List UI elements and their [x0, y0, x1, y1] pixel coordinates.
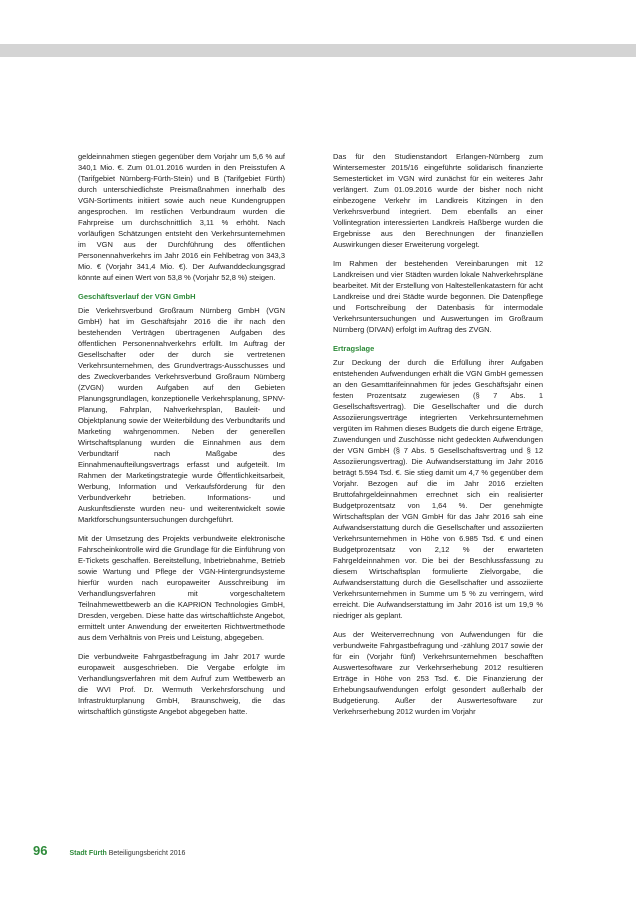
left-text-column [78, 151, 285, 725]
paragraph: Die verbundweite Fahrgastbefragung im Jahr 2017 wurde europaweit ausgeschrieben. Die Vergabe erfolgte im Verhandlungsverfahren mit dem Aufruf zum Wettbewerb an die WVI Prof. Dr. Wermuth Verkehrsforschung und Infrastrukturplanung GmbH, Braunschweig, die das wirtschaftlich günstigste Angebot abgegeben hatte. [78, 652, 285, 716]
right-text-column [333, 151, 543, 725]
footer-caption [69, 850, 185, 857]
footer-brand: Stadt Fürth [69, 850, 107, 857]
paragraph: Mit der Umsetzung des Projekts verbundweite elektronische Fahrscheinkontrolle wird die Grundlage für die Einführung von E-Tickets geschaffen. Bereitstellung, Inbetriebnahme, Betrieb sowie Wartung und Pflege der VGN-Hintergrundsysteme hierfür wurden nach europaweiter Ausschreibung im Verhandlungsverfahren mit vorgeschaltetem Teilnahmewettbewerb an die KAPRION Technologies GmbH, Dresden, vergeben. Diese hatte das wirtschaftlichste Angebot, ermittelt unter Anwendung der erweiterten Richtwertmethode aus dem Verhältnis von Preis und Leistung, abgegeben. [78, 534, 285, 642]
header-band [0, 44, 636, 57]
footer-report-title: Beteiligungsbericht 2016 [108, 850, 186, 857]
section-heading-business-development: Geschäftsverlauf der VGN GmbH [78, 292, 196, 301]
paragraph: Die Verkehrsverbund Großraum Nürnberg GmbH (VGN GmbH) hat im Geschäftsjahr 2016 die ihr nach den bestehenden Verträgen übertragenen Aufgaben des öffentlichen Personennahverkehrs erfüllt. Im Auftrag der Gesellschafter oder der durch sie vertretenen Verkehrsunternehmen, des Grundvertrags-Ausschusses und des Zweckverbandes Verkehrsverbund Großraum Nürnberg (ZVGN) wurden Aufgaben auf den Gebieten Planungsgrundlagen, konzeptionelle Verkehrsplanung, SPNV-Planung, Fahrplan, Nahverkehrsplan, Bauleit- und Objektplanung sowie der Weiterbildung des Verbundtarifs und Marketing wahrgenommen. Neben der generellen Wirtschaftsplanung wurden die Einnahmen aus dem Verbundtarif nach Maßgabe des Einnahmenaufteilungsvertrags erfasst und aufgeteilt. Im Rahmen der Marketingstrategie wurde Öffentlichkeitsarbeit, Werbung, Information und Verkaufsförderung für den Verbundverkehr betrieben. Informations- und Auskunftsdienste wurden neu- und weiterentwickelt sowie Marktforschungsuntersuchungen durchgeführt. [78, 306, 285, 524]
page-number: 96 [33, 843, 48, 858]
paragraph: Im Rahmen der bestehenden Vereinbarungen mit 12 Landkreisen und vier Städten wurden lokale Nahverkehrspläne bearbeitet. Mit der Erstellung von Haltestellenkatastern für acht Landkreise und drei Städte wurde begonnen. Die Datenpflege und Fortschreibung der Datenbasis für intermodale Verkehrsuntersuchungen und Auswertungen im Großraum Nürnberg (DIVAN) erfolgt im Auftrag des ZVGN. [333, 259, 543, 334]
paragraph: Das für den Studienstandort Erlangen-Nürnberg zum Wintersemester 2015/16 eingeführte solidarisch finanzierte Semesterticket im VGN wird zunächst für ein weiteres Jahr verlängert. Zum 01.09.2016 wurde der bisher noch nicht einbezogene Verkehr im Landkreis Kitzingen in den Verkehrsverbund integriert. Dem ebenfalls an einer Vollintegration interessierten Landkreis Haßberge wurden die Ergebnisse aus den Berechnungen der finanziellen Auswirkungen dieser Erweiterung vorgelegt. [333, 152, 543, 249]
section-heading-earnings: Ertragslage [333, 344, 375, 353]
paragraph: geldeinnahmen stiegen gegenüber dem Vorjahr um 5,6 % auf 340,1 Mio. €. Zum 01.01.2016 wurden in den Preisstufen A (Tarifgebiet Nürnberg-Fürth-Stein) und B (Tarifgebiet Fürth) durch unterschiedlichste Preismaßnahmen innerhalb des VGN-Sortiments initiiert sowie auch neue Kundengruppen angesprochen. Im restlichen Verbundraum wurden die Fahrpreise um durchschnittlich 3,11 % erhöht. Nach vorläufigen Schätzungen entsteht den Verkehrsunternehmen im VGN aus der Durchführung des öffentlichen Personennahverkehrs im Jahr 2016 ein Fehlbetrag von 343,3 Mio. € (Vorjahr 341,4 Mio. €). Der Aufwanddeckungsgrad könnte auf einen Wert von 53,8 % (Vorjahr 52,8 %) steigen. [78, 152, 285, 282]
paragraph: Aus der Weiterverrechnung von Aufwendungen für die verbundweite Fahrgastbefragung und -zählung 2017 sowie der für ein (Vorjahr fünf) Verkehrsunternehmen beschafften Auswertesoftware zur Verkehrserhebung 2012 resultieren Erträge in Höhe von 253 Tsd. €. Die Finanzierung der Erhebungsaufwendungen erfolgt gesondert außerhalb der Budgetierung. Außer der Auswertesoftware zur Verkehrserhebung 2012 wurden im Vorjahr [333, 630, 543, 716]
paragraph: Zur Deckung der durch die Erfüllung ihrer Aufgaben entstehenden Aufwendungen erhält die VGN GmbH gemessen an den Gesamttarifeinnahmen für jedes Geschäftsjahr einen festen Prozentsatz zugewiesen (§ 7 Abs. 1 Gesellschaftsvertrag). Die Gesellschafter und die durch Assoziierungsverträge integrierten Verkehrsunternehmen vergüten im Rahmen dieses Budgets die durch eigene Erträge, Zuwendungen und Zuschüsse nicht gedeckten Aufwendungen der VGN GmbH (§ 7 Abs. 5 Gesellschaftsvertrag und § 12 Assoziierungsvertrag). Die Aufwandserstattung im Jahr 2016 beträgt 5.594 Tsd. €. Sie stieg damit um 4,7 % gegenüber dem Vorjahr. Bezogen auf die im Jahr 2016 erzielten Bruttofahrgeldeinnahmen errechnet sich ein realisierter Budgetprozentsatz von 1,64 %. Der genehmigte Wirtschaftsplan der VGN GmbH für das Jahr 2016 sah eine Aufwandserstattung durch die Gesellschafter und assoziierten Verkehrsunternehmen in Höhe von 6.985 Tsd. € und einen Budgetprozentsatz von 2,12 % der erwarteten Fahrgeldeinnahmen vor. Die bei der Beschlussfassung zu diesem Wirtschaftsplan formulierte Zielvorgabe, die Aufwandserstattung durch die Gesellschafter und assoziierte Verkehrsunternehmen in Summe um 5 % zu verringern, wird erreicht. Die Aufwandserstattung im Jahr 2016 ist um 19,9 % niedriger als geplant. [333, 358, 543, 620]
page-footer [33, 843, 185, 863]
